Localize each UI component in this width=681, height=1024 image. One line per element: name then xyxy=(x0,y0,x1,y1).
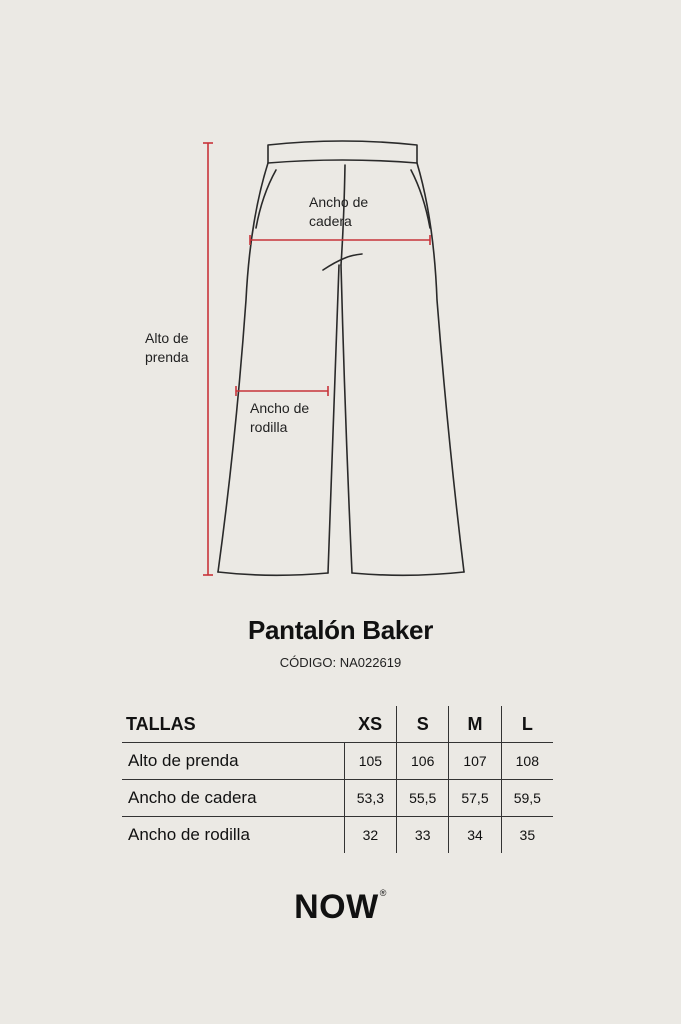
table-cell: 105 xyxy=(344,743,396,780)
size-l: L xyxy=(501,706,553,743)
table-cell: 59,5 xyxy=(501,780,553,817)
row-label: Ancho de rodilla xyxy=(128,825,250,844)
product-title: Pantalón Baker xyxy=(247,615,434,645)
row-label: Ancho de cadera xyxy=(128,788,257,807)
size-header-row xyxy=(122,706,553,743)
product-code: CÓDIGO: NA022619 xyxy=(279,655,402,670)
table-cell: 57,5 xyxy=(449,780,501,817)
table-cell: 33 xyxy=(397,817,449,854)
brand-name: NOW xyxy=(294,888,379,926)
row-label: Alto de prenda xyxy=(128,751,239,770)
table-cell: 107 xyxy=(449,743,501,780)
table-cell: 106 xyxy=(397,743,449,780)
sizes-header-label: TALLAS xyxy=(126,713,196,734)
table-row xyxy=(122,780,553,817)
knee-width-label: Ancho de rodilla xyxy=(250,400,310,435)
table-cell: 32 xyxy=(344,817,396,854)
hip-width-label: Ancho de cadera xyxy=(309,194,369,229)
registered-mark: ® xyxy=(379,888,387,898)
brand-logo xyxy=(0,888,681,927)
table-cell: 55,5 xyxy=(397,780,449,817)
table-cell: 34 xyxy=(449,817,501,854)
size-m: M xyxy=(449,706,501,743)
size-s: S xyxy=(397,706,449,743)
table-cell: 53,3 xyxy=(344,780,396,817)
table-row xyxy=(122,743,553,780)
size-xs: XS xyxy=(358,713,383,734)
table-cell: 108 xyxy=(501,743,553,780)
table-cell: 35 xyxy=(501,817,553,854)
size-table xyxy=(122,706,553,853)
table-row xyxy=(122,817,553,854)
garment-height-label: Alto de prenda xyxy=(145,330,189,365)
